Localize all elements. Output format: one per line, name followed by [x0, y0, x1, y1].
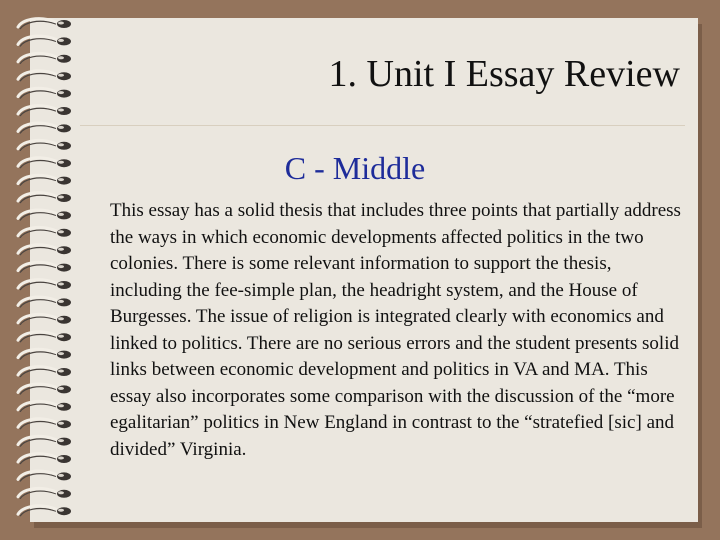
spiral-ring [18, 314, 71, 324]
title-divider [80, 125, 685, 126]
spiral-binding [0, 0, 90, 540]
slide-subtitle: C - Middle [284, 150, 426, 186]
spiral-ring [18, 332, 71, 342]
spiral-ring [18, 245, 71, 255]
spiral-ring [18, 488, 71, 498]
spiral-ring [18, 297, 71, 307]
spiral-ring [18, 384, 71, 394]
spiral-ring [18, 71, 71, 81]
spiral-ring [18, 419, 71, 429]
body-paragraph: This essay has a solid thesis that includes three points that partially address the ways in which economic developments affected politics in the two colonies. There is some relevant information to support the thesis, including the fee-simple plan, the headright system, and the House of Burgesses. The issue of religion is integrated clearly with economics and linked to politics. There are no serious errors and the student presents solid links between economic development and politics in VA and MA. This essay also incorporates some comparison with the discussion of the “more egalitarian” politics in New England in contrast to the “stratefied [sic] and divided” Virginia. [110, 200, 681, 460]
spiral-ring [18, 193, 71, 203]
spiral-ring [18, 210, 71, 220]
spiral-ring [18, 140, 71, 150]
spiral-ring [18, 175, 71, 185]
spiral-ring [18, 19, 71, 29]
spiral-ring [18, 349, 71, 359]
spiral-ring [18, 158, 71, 168]
spiral-ring [18, 471, 71, 481]
slide-title: 1. Unit I Essay Review [328, 53, 680, 95]
spiral-ring [18, 454, 71, 464]
spiral-ring [18, 436, 71, 446]
spiral-ring [18, 88, 71, 98]
spiral-ring [18, 106, 71, 116]
spiral-ring [18, 227, 71, 237]
spiral-ring [18, 401, 71, 411]
spiral-ring [18, 280, 71, 290]
spiral-ring [18, 123, 71, 133]
spiral-ring [18, 53, 71, 63]
spiral-ring [18, 506, 71, 516]
spiral-ring [18, 36, 71, 46]
spiral-ring [18, 262, 71, 272]
spiral-ring [18, 367, 71, 377]
